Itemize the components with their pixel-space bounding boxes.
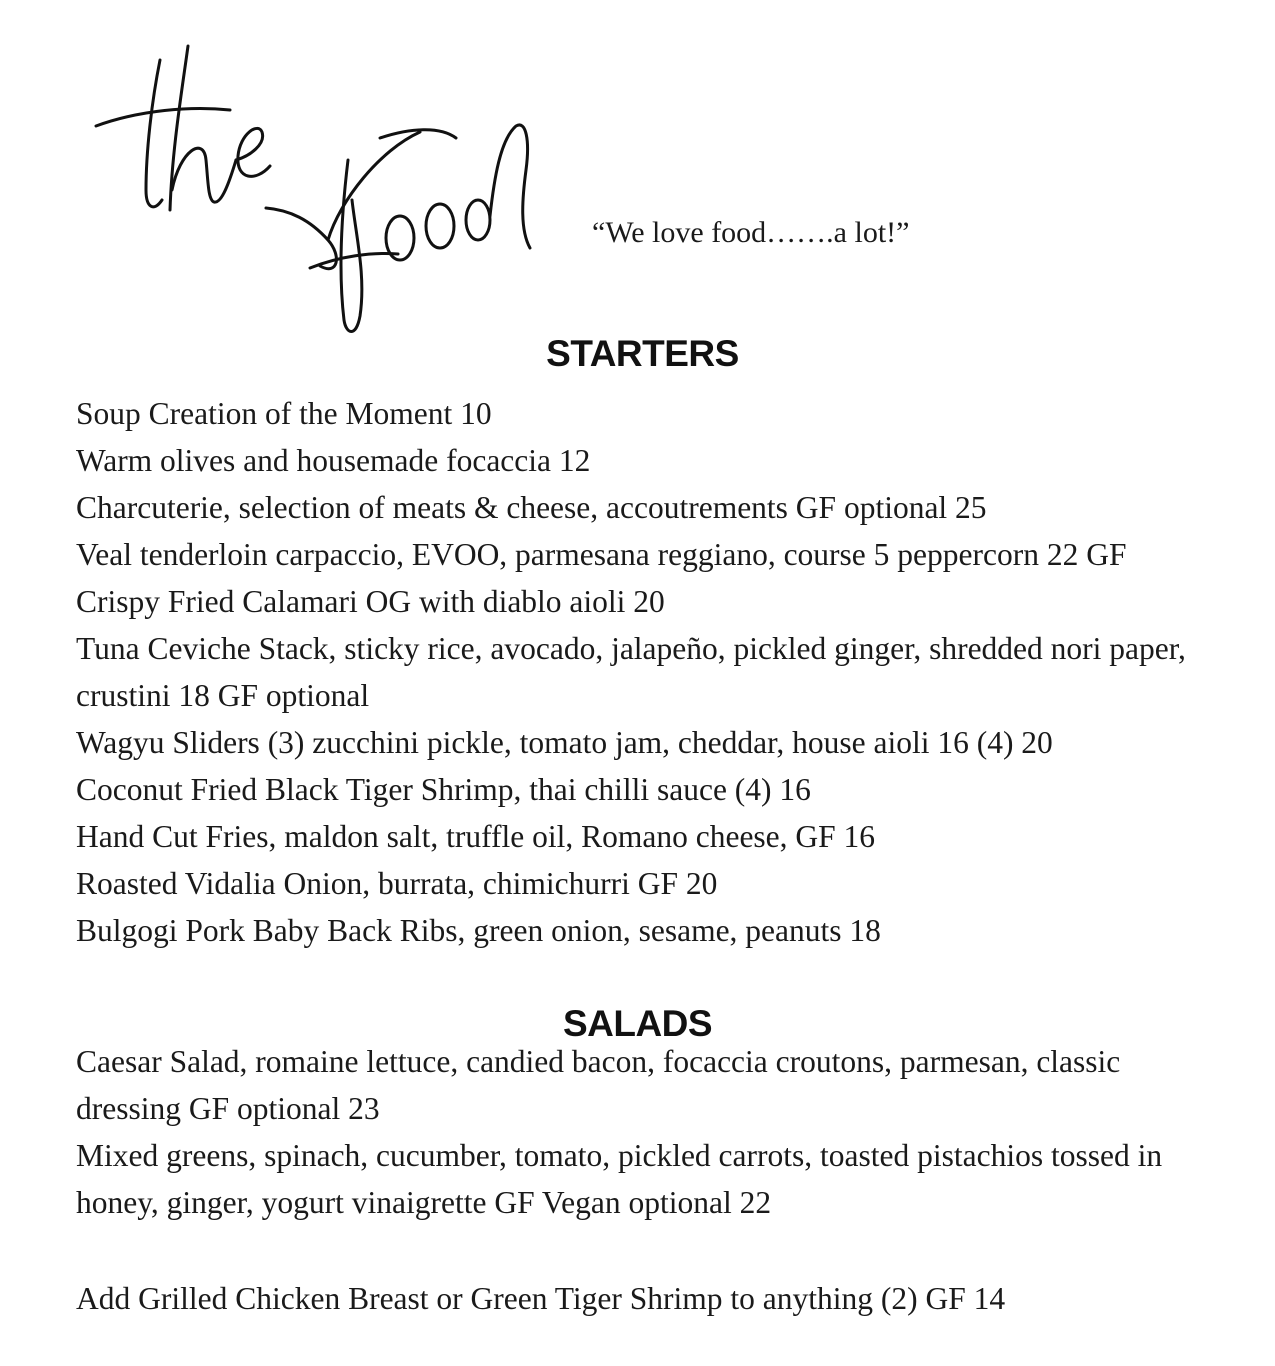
logo-word-the <box>96 46 270 210</box>
addon-note: Add Grilled Chicken Breast or Green Tiger Shrimp to anything (2) GF 14 <box>76 1281 1006 1316</box>
starters-list <box>76 390 1216 954</box>
menu-item: Bulgogi Pork Baby Back Ribs, green onion, sesame, peanuts 18 <box>76 913 881 948</box>
menu-item: Tuna Ceviche Stack, sticky rice, avocado, jalapeño, pickled ginger, shredded nori paper, crustini 18 GF optional <box>76 631 1186 713</box>
menu-item: Crispy Fried Calamari OG with diablo aioli 20 <box>76 584 665 619</box>
menu-item: Charcuterie, selection of meats & cheese, accoutrements GF optional 25 <box>76 490 987 525</box>
logo-word-food <box>266 125 530 332</box>
menu-item: Veal tenderloin carpaccio, EVOO, parmesana reggiano, course 5 peppercorn 22 GF <box>76 537 1127 572</box>
menu-item: Warm olives and housemade focaccia 12 <box>76 443 591 478</box>
salads-list <box>76 1038 1216 1226</box>
menu-item: Mixed greens, spinach, cucumber, tomato, pickled carrots, toasted pistachios tossed in honey, ginger, yogurt vinaigrette GF Vegan optional 22 <box>76 1138 1163 1220</box>
menu-item: Hand Cut Fries, maldon salt, truffle oil, Romano cheese, GF 16 <box>76 819 876 854</box>
menu-item: Roasted Vidalia Onion, burrata, chimichurri GF 20 <box>76 866 718 901</box>
menu-item: Wagyu Sliders (3) zucchini pickle, tomato jam, cheddar, house aioli 16 (4) 20 <box>76 725 1053 760</box>
tagline: “We love food…….a lot!” <box>592 216 910 249</box>
starters-heading: STARTERS <box>546 332 739 374</box>
menu-item: Soup Creation of the Moment 10 <box>76 396 492 431</box>
menu-item: Caesar Salad, romaine lettuce, candied bacon, focaccia croutons, parmesan, classic dressing GF optional 23 <box>76 1044 1121 1126</box>
salads-heading: SALADS <box>562 1002 713 1044</box>
the-food-script-logo <box>80 40 560 360</box>
menu-item: Coconut Fried Black Tiger Shrimp, thai chilli sauce (4) 16 <box>76 772 811 807</box>
